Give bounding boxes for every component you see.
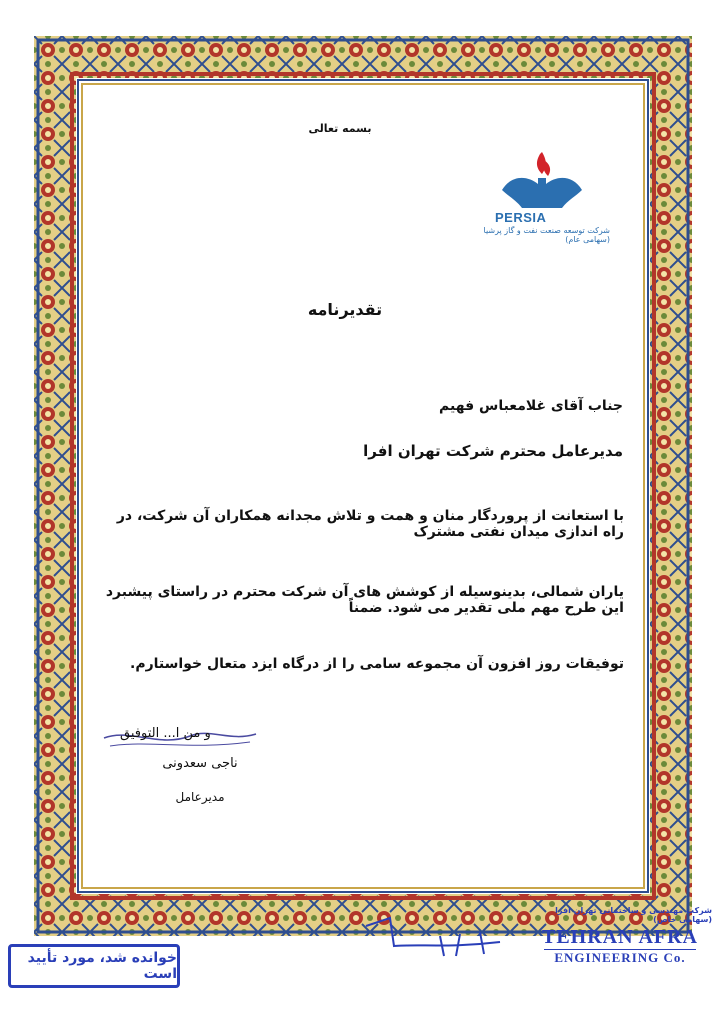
body-line-1: با استعانت از پروردگار منان و همت و تلاش مجدانه همکاران آن شرکت، در راه اندازی میدان نفتی مشترک: [116, 508, 624, 540]
company-name: شرکت توسعه صنعت نفت و گاز پرشیا (سهامی عام): [483, 226, 610, 244]
company-stamp-en2: ENGINEERING Co.: [544, 949, 696, 966]
bism-header: بسمه تعالی: [308, 122, 372, 135]
logo-wordmark: PERSIA: [495, 210, 547, 225]
closing-phrase: و من ا... التوفیق: [120, 726, 211, 741]
company-stamp: [528, 906, 712, 986]
addressee-title: مدیرعامل محترم شرکت تهران افرا: [363, 442, 623, 460]
document-title: تقدیرنامه: [307, 300, 383, 319]
body-line-2: یاران شمالی، بدینوسیله از کوشش های آن شرکت محترم در راستای پیشبرد این طرح مهم ملی تقدیر می شود. ضمناً: [105, 584, 624, 616]
signer-name: ناجی سعدونی: [162, 756, 238, 771]
addressee-name: جناب آقای غلامعباس فهیم: [439, 398, 623, 414]
approval-stamp: [8, 944, 180, 988]
signer-title: مدیرعامل: [175, 790, 225, 804]
flame-griffin-icon: [482, 150, 602, 214]
body-line-3: توفیقات روز افزون آن مجموعه سامی را از درگاه ایزد متعال خواستارم.: [130, 656, 624, 672]
company-stamp-en: TEHRAN AFRA: [541, 926, 698, 948]
certificate-content: [100, 100, 624, 870]
company-stamp-fa: شرکت مهندسی و ساختمانی تهران افرا (سهامی خاص): [555, 906, 712, 924]
handwritten-signature: [360, 906, 510, 962]
persia-logo: [460, 150, 620, 244]
approval-stamp-text: خوانده شد، مورد تأیید است: [27, 950, 177, 982]
